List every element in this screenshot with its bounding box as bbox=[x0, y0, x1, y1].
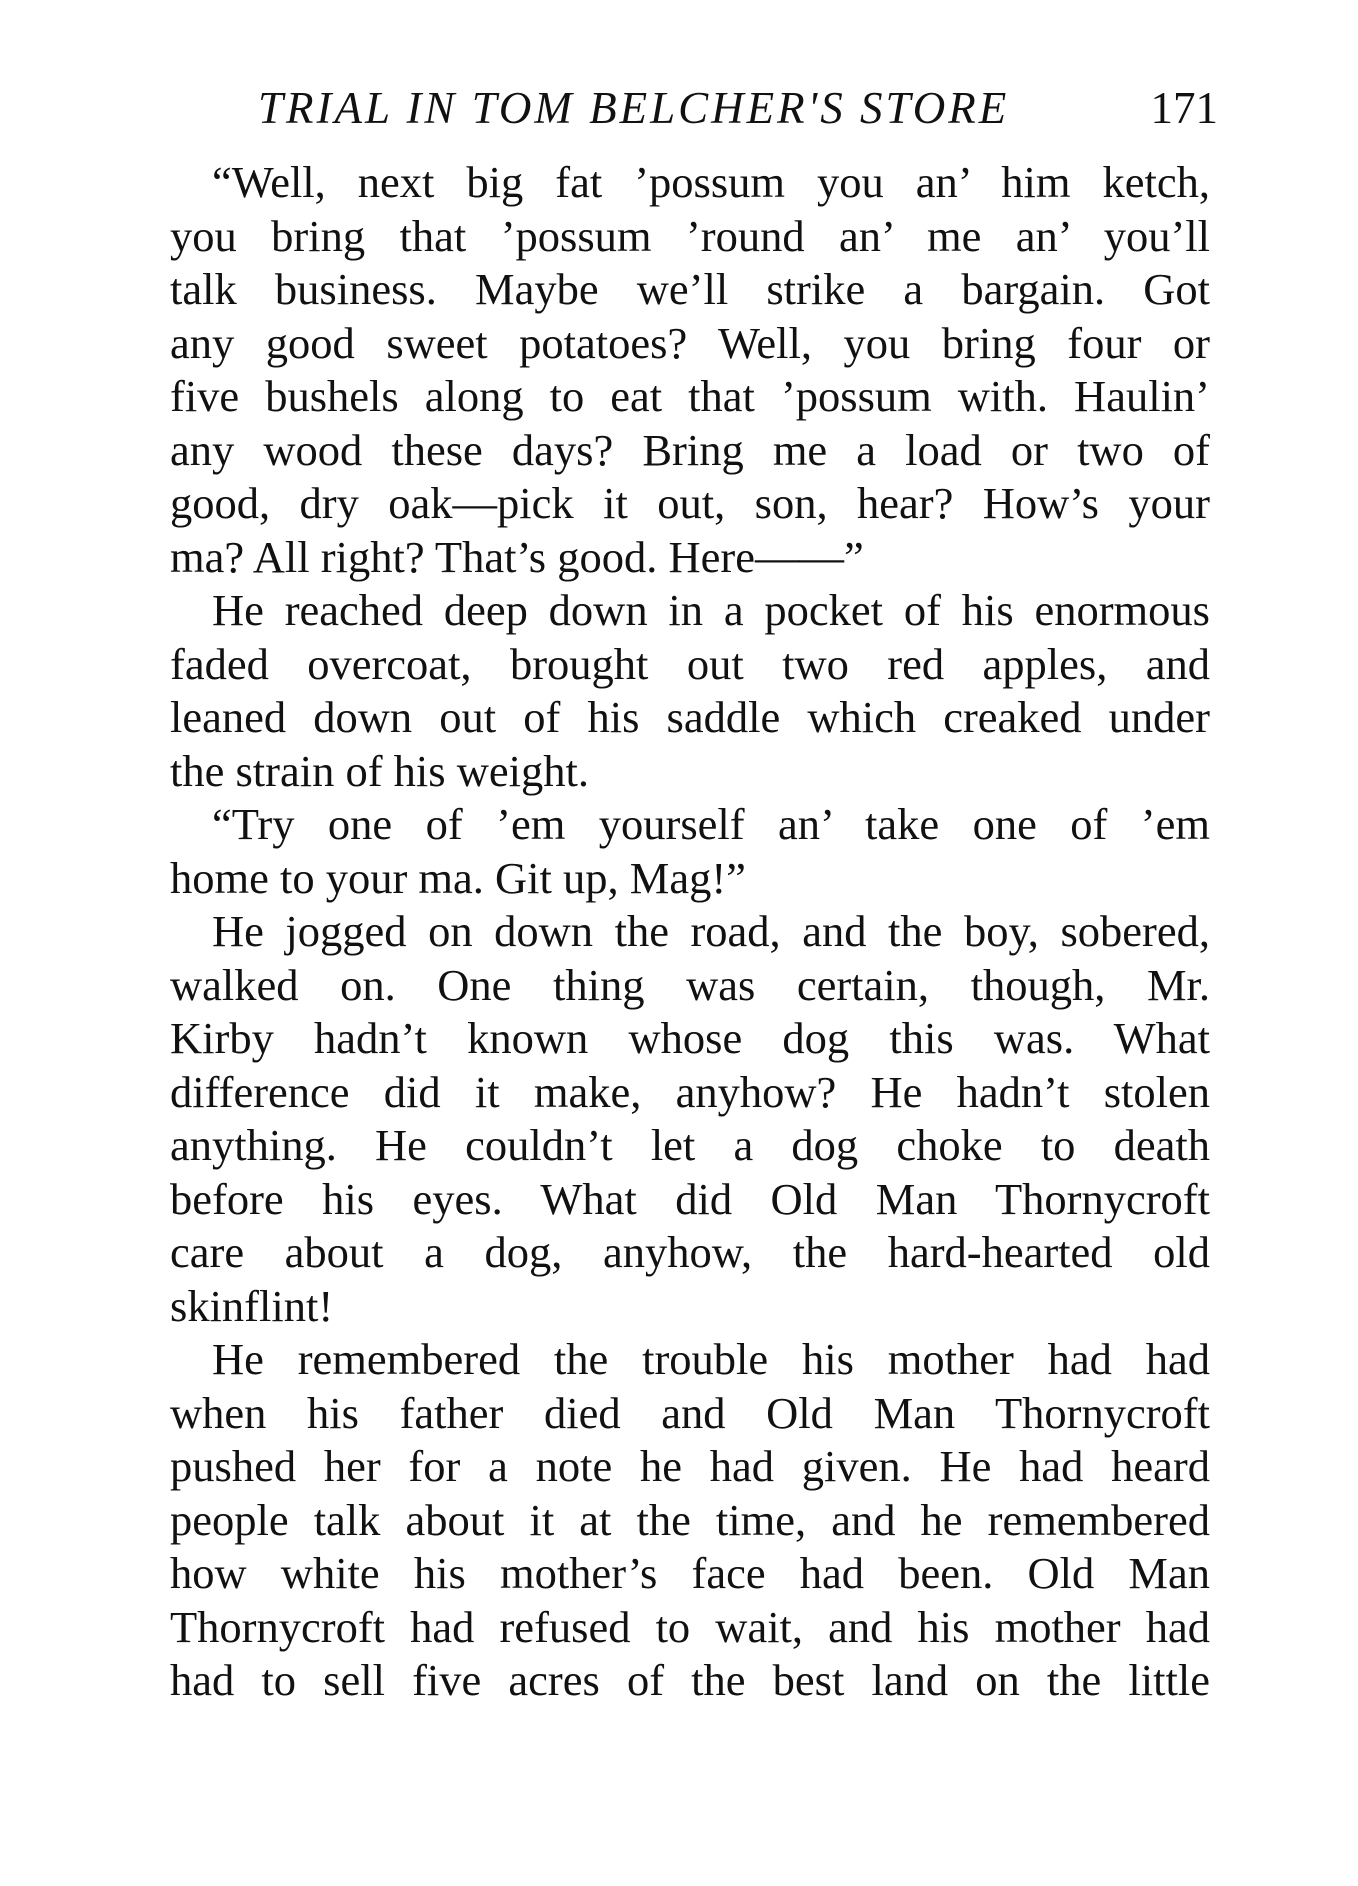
body-text bbox=[170, 156, 1210, 1708]
text-line: “Try one of ’em yourself an’ take one of ’em bbox=[212, 799, 1210, 849]
text-line: difference did it make, anyhow? He hadn’t stolen bbox=[170, 1066, 1210, 1117]
text-line: before his eyes. What did Old Man Thornycroft bbox=[170, 1173, 1210, 1224]
text-line: He reached deep down in a pocket of his enormous bbox=[212, 585, 1210, 635]
text-line: “Well, next big fat ’possum you an’ him ketch, bbox=[212, 157, 1210, 207]
text-line: any wood these days? Bring me a load or two of bbox=[170, 424, 1210, 475]
text-line: ma? All right? That’s good. Here——” bbox=[170, 531, 864, 582]
text-line: care about a dog, anyhow, the hard-hearted old bbox=[170, 1227, 1210, 1277]
text-line: when his father died and Old Man Thornycroft bbox=[170, 1387, 1210, 1438]
page-number: 171 bbox=[1150, 83, 1218, 133]
text-line: how white his mother’s face had been. Old Man bbox=[170, 1548, 1210, 1598]
running-title: TRIAL IN TOM BELCHER'S STORE bbox=[258, 83, 1010, 133]
text-line: you bring that ’possum ’round an’ me an’ you’ll bbox=[170, 210, 1210, 261]
text-line: Kirby hadn’t known whose dog this was. What bbox=[170, 1013, 1210, 1063]
text-line: skinflint! bbox=[170, 1280, 334, 1331]
text-line: any good sweet potatoes? Well, you bring four or bbox=[170, 317, 1210, 368]
text-line: good, dry oak—pick it out, son, hear? How’s your bbox=[170, 478, 1210, 528]
text-line: talk business. Maybe we’ll strike a bargain. Got bbox=[170, 264, 1210, 314]
text-line: had to sell five acres of the best land on the little bbox=[170, 1655, 1210, 1705]
text-line: leaned down out of his saddle which creaked under bbox=[170, 692, 1210, 742]
text-line: walked on. One thing was certain, though, Mr. bbox=[170, 959, 1210, 1010]
text-line: anything. He couldn’t let a dog choke to death bbox=[170, 1120, 1210, 1170]
text-line: people talk about it at the time, and he remembered bbox=[170, 1494, 1210, 1545]
text-line: He remembered the trouble his mother had had bbox=[212, 1334, 1210, 1384]
text-line: home to your ma. Git up, Mag!” bbox=[170, 852, 746, 903]
text-line: pushed her for a note he had given. He had heard bbox=[170, 1441, 1210, 1491]
text-line: He jogged on down the road, and the boy, sobered, bbox=[212, 906, 1210, 956]
page-header bbox=[258, 82, 1218, 138]
text-line: the strain of his weight. bbox=[170, 745, 589, 796]
text-line: Thornycroft had refused to wait, and his mother had bbox=[170, 1601, 1210, 1652]
text-line: faded overcoat, brought out two red apples, and bbox=[170, 638, 1210, 689]
text-line: five bushels along to eat that ’possum with. Haulin’ bbox=[170, 371, 1210, 421]
